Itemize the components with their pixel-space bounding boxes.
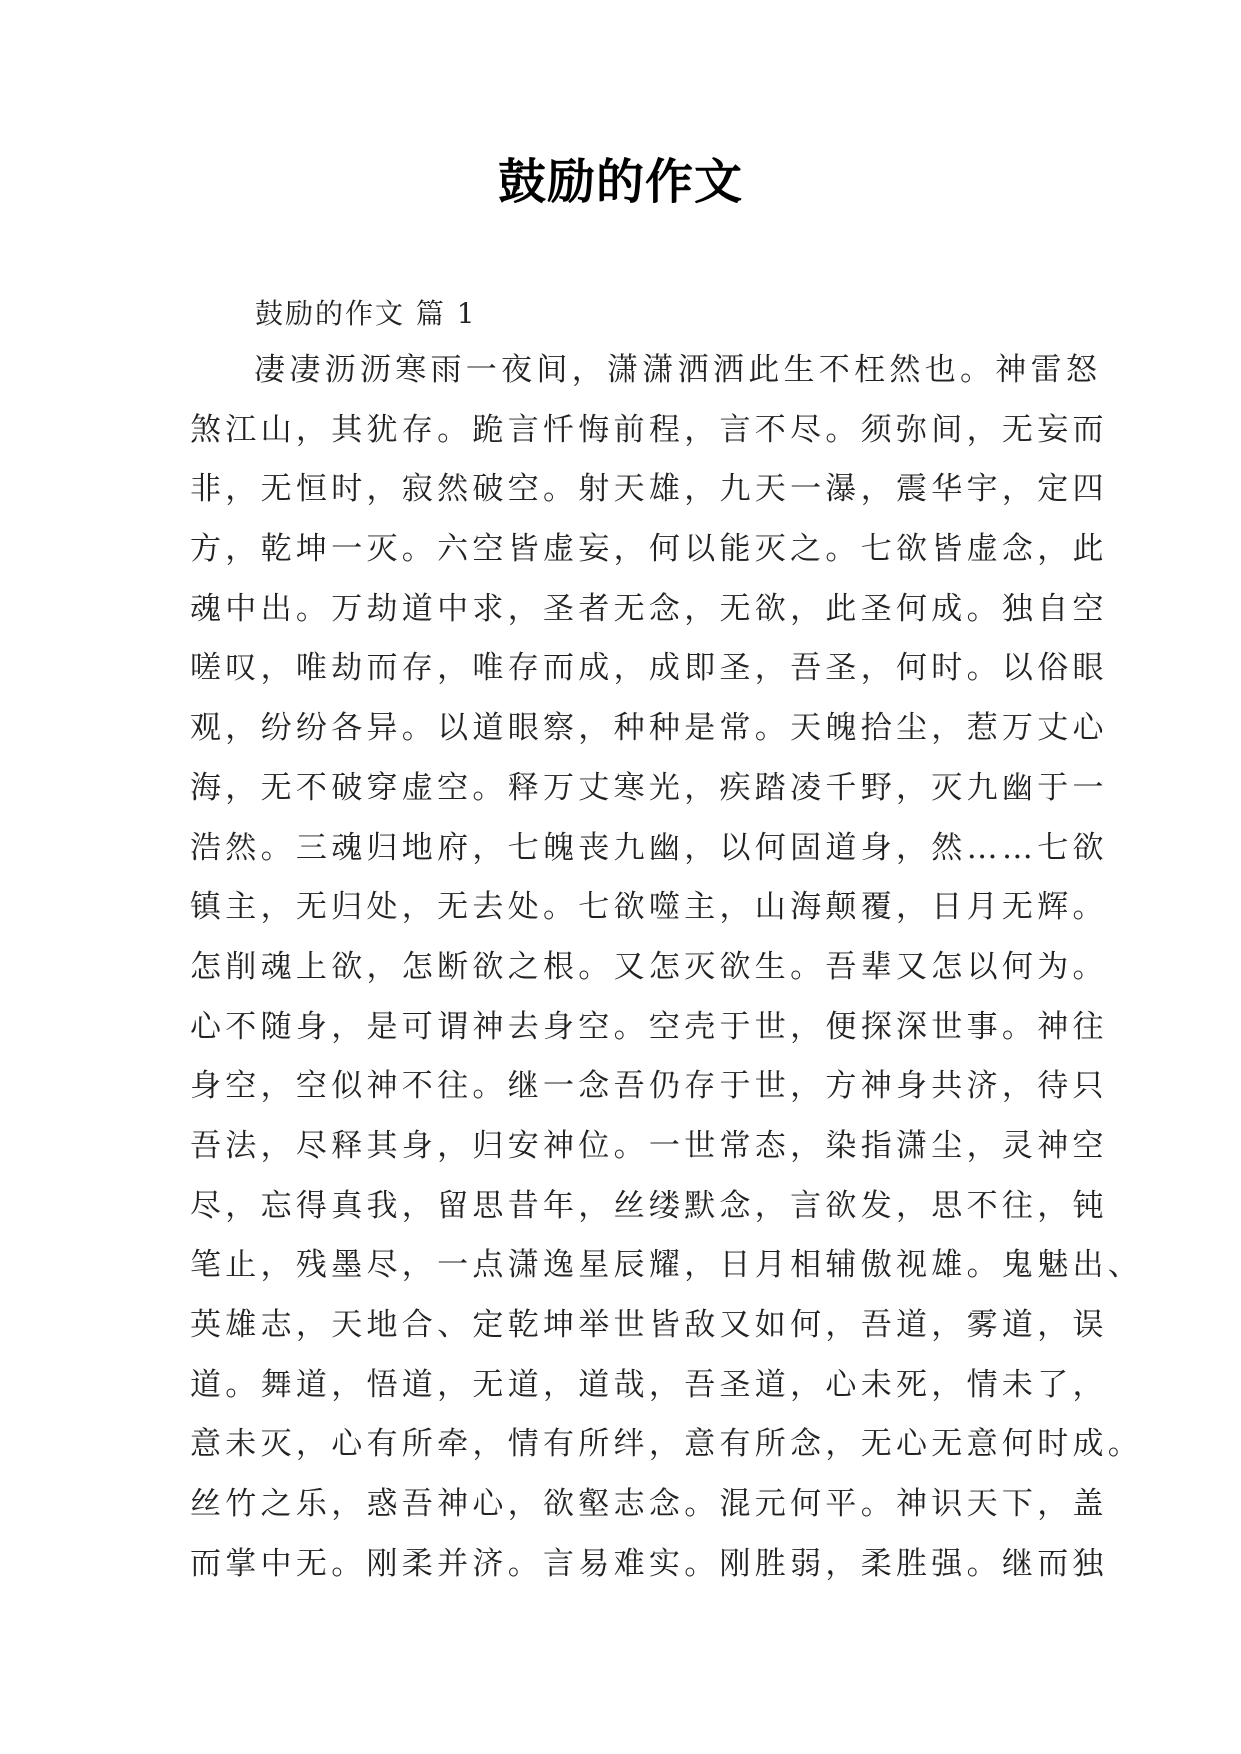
paragraph-line: 丝竹之乐，惑吾神心，欲壑志念。混元何平。神识天下，盖: [190, 1486, 1108, 1523]
paragraph-line: 心不随身，是可谓神去身空。空壳于世，便探深世事。神往: [190, 1008, 1108, 1045]
paragraph-line: 凄凄沥沥寒雨一夜间，潇潇洒洒此生不枉然也。神雷怒: [254, 352, 1102, 388]
paragraph-line: 魂中出。万劫道中求，圣者无念，无欲，此圣何成。独自空: [190, 590, 1108, 627]
paragraph-line: 怎削魂上欲，怎断欲之根。又怎灭欲生。吾辈又怎以何为。: [190, 948, 1108, 985]
section-heading: 鼓励的作文 篇 1: [255, 297, 477, 330]
paragraph-line: 观，纷纷各异。以道眼察，种种是常。天魄拾尘，惹万丈心: [190, 710, 1108, 747]
essay-body: [190, 350, 1144, 1603]
paragraph-line: 而掌中无。刚柔并济。言易难实。刚胜弱，柔胜强。继而独: [190, 1545, 1108, 1582]
paragraph-line: 笔止，残墨尽，一点潇逸星辰耀，日月相辅傲视雄。鬼魅出、: [190, 1247, 1144, 1284]
paragraph-line: 道。舞道，悟道，无道，道哉，吾圣道，心未死，情未了，: [190, 1366, 1108, 1403]
paragraph-line: 镇主，无归处，无去处。七欲噬主，山海颠覆，日月无辉。: [190, 889, 1108, 926]
paragraph-line: 非，无恒时，寂然破空。射天雄，九天一瀑，震华宇，定四: [190, 471, 1108, 508]
paragraph-line: 海，无不破穿虚空。释万丈寒光，疾踏凌千野，灭九幽于一: [190, 769, 1108, 806]
paragraph-line: 尽，忘得真我，留思昔年，丝缕默念，言欲发，思不往，钝: [190, 1187, 1108, 1224]
paragraph-line: 方，乾坤一灭。六空皆虚妄，何以能灭之。七欲皆虚念，此: [190, 531, 1108, 568]
paragraph-line: 嗟叹，唯劫而存，唯存而成，成即圣，吾圣，何时。以俗眼: [190, 650, 1108, 687]
paragraph-line: 吾法，尽释其身，归安神位。一世常态，染指潇尘，灵神空: [190, 1127, 1108, 1164]
paragraph-line: 身空，空似神不往。继一念吾仍存于世，方神身共济，待只: [190, 1068, 1108, 1105]
paragraph-line: 英雄志，天地合、定乾坤举世皆敌又如何，吾道，雾道，误: [190, 1307, 1108, 1343]
paragraph-line: 意未灭，心有所牵，情有所绊，意有所念，无心无意何时成。: [190, 1426, 1144, 1463]
paragraph-line: 浩然。三魂归地府，七魄丧九幽，以何固道身，然……七欲: [190, 829, 1108, 866]
document-title: 鼓励的作文: [497, 154, 743, 210]
paragraph-line: 煞江山，其犹存。跪言忏悔前程，言不尽。须弥间，无妄而: [190, 411, 1108, 448]
